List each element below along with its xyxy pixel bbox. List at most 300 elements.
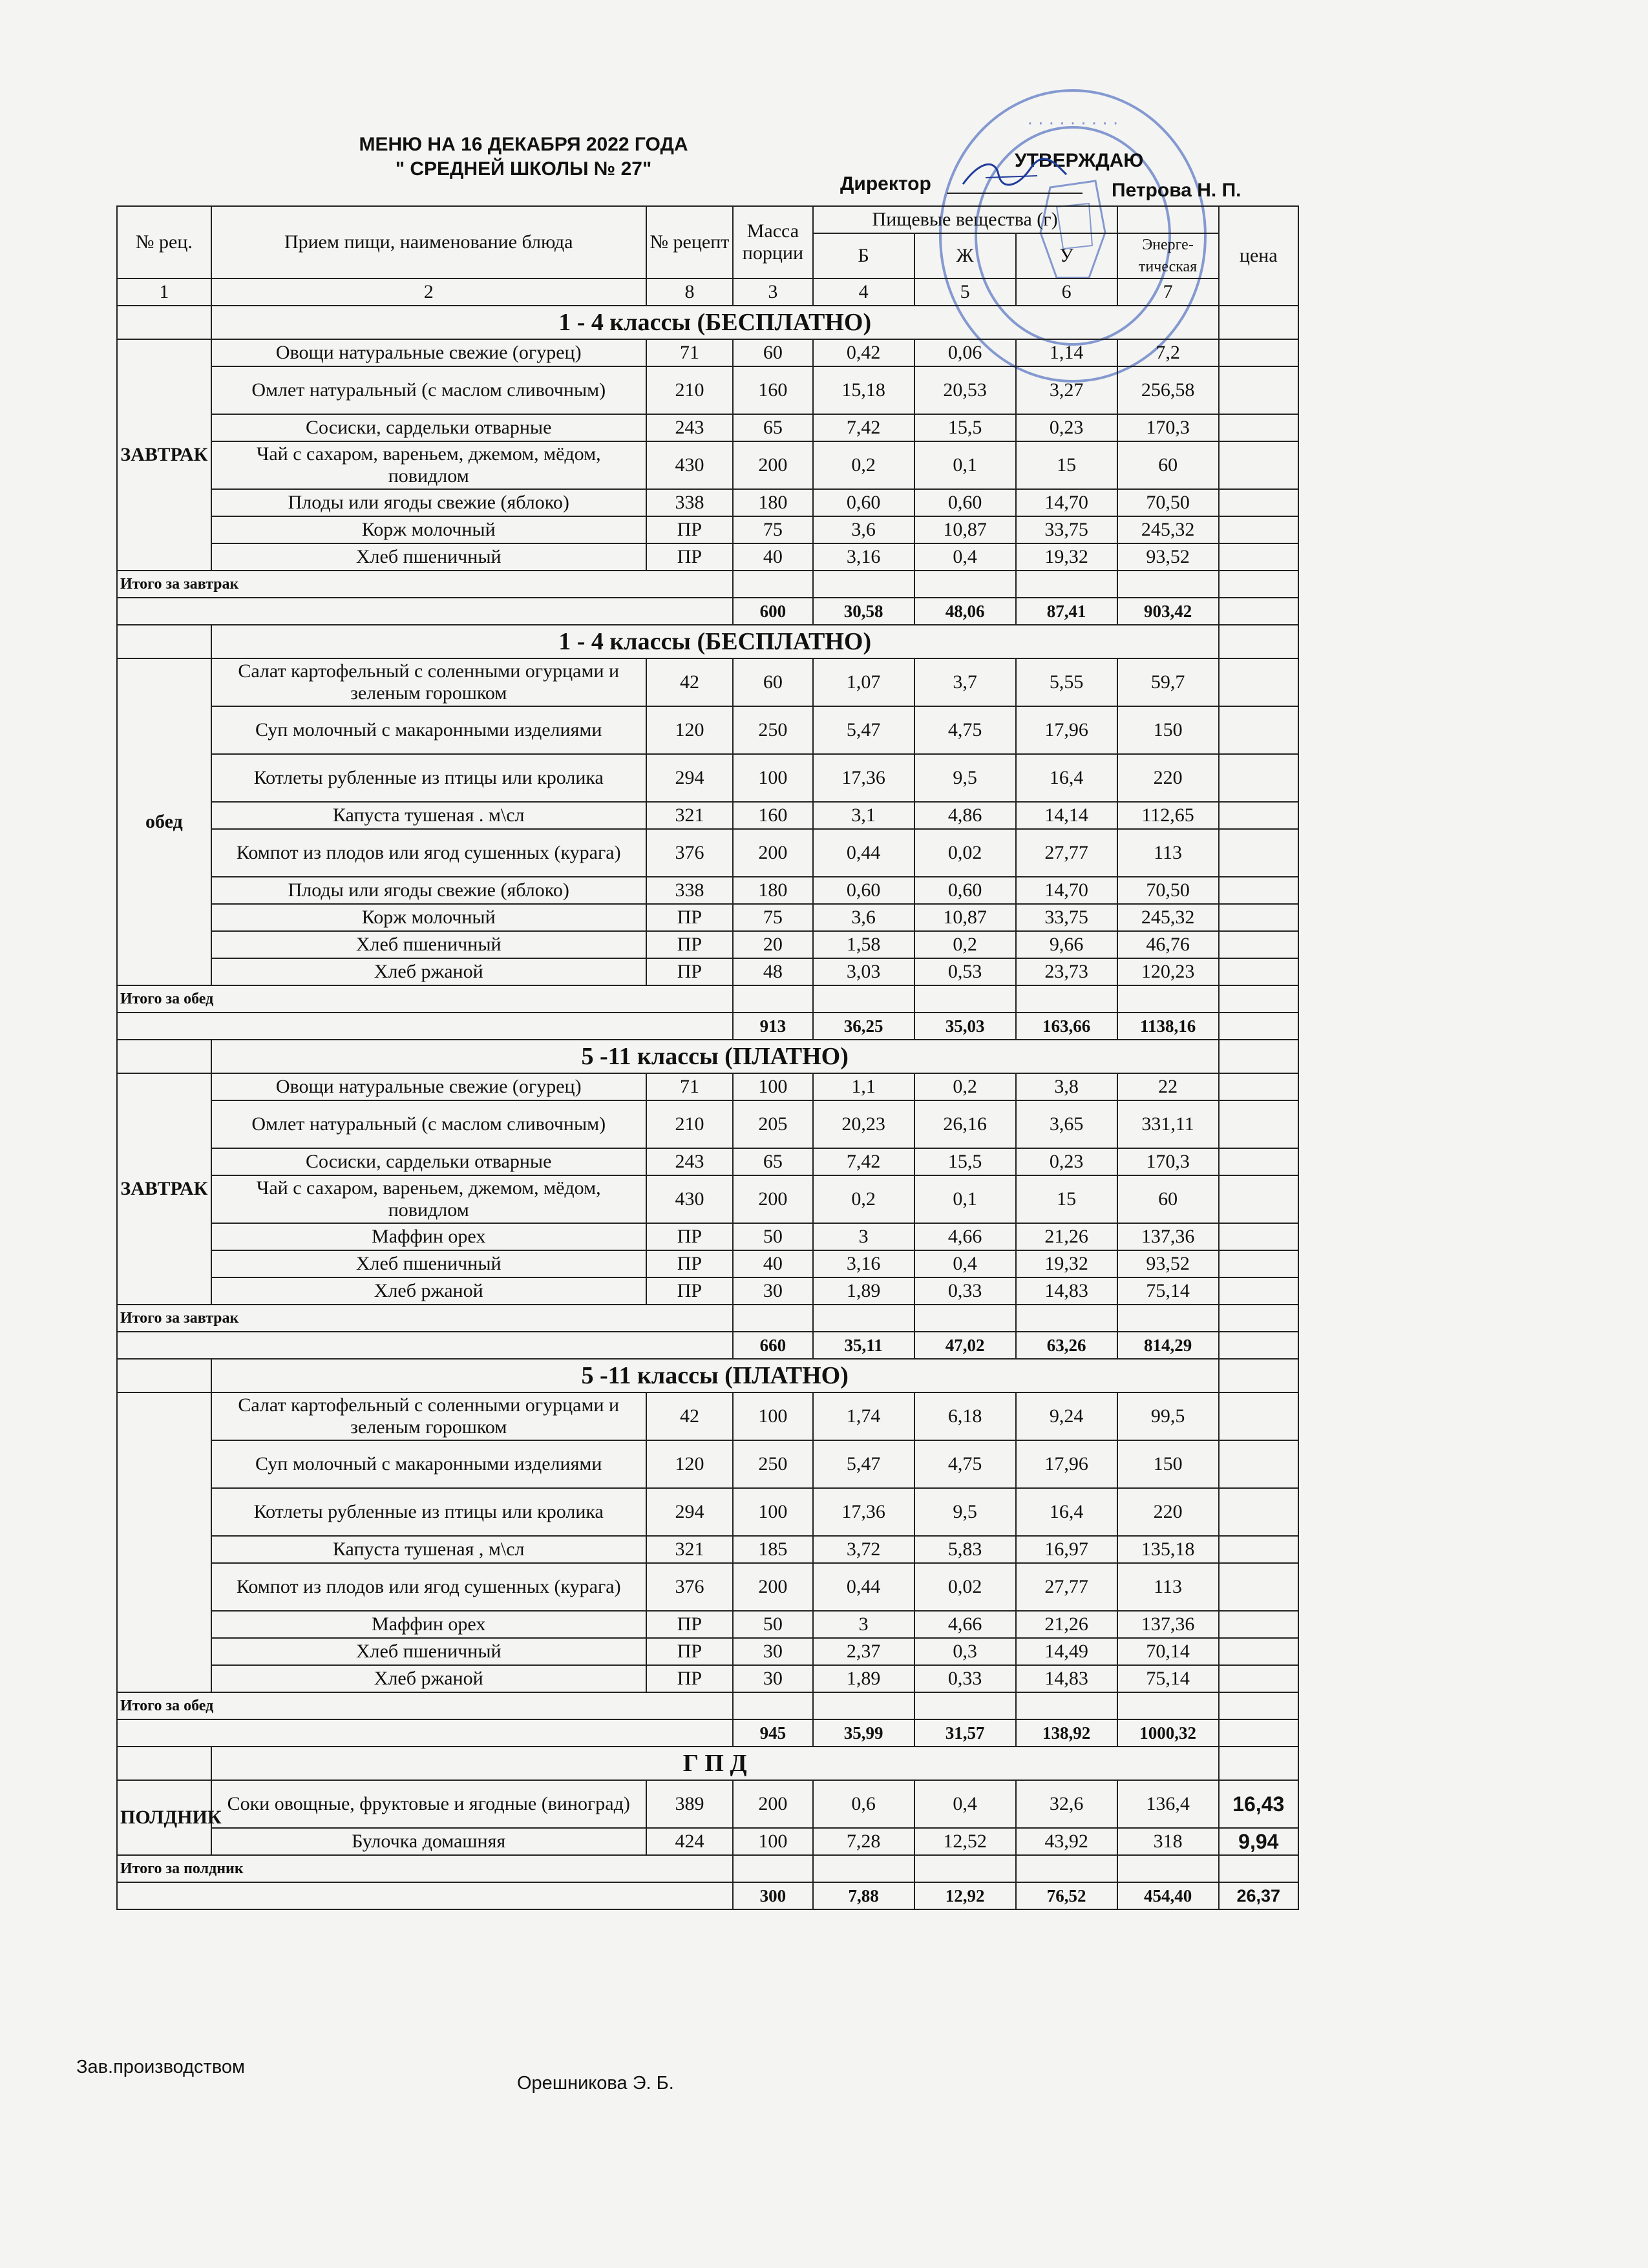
portion-mass: 75 bbox=[733, 516, 812, 543]
price-value: 16,43 bbox=[1219, 1780, 1298, 1828]
total-energy: 1000,32 bbox=[1117, 1719, 1219, 1747]
table-row bbox=[117, 958, 1298, 985]
col-index: 5 bbox=[914, 278, 1016, 306]
total-values-row bbox=[117, 1332, 1298, 1359]
empty-cell bbox=[733, 985, 812, 1013]
carb-value: 33,75 bbox=[1016, 516, 1117, 543]
portion-mass: 30 bbox=[733, 1665, 812, 1692]
dish-name: Плоды или ягоды свежие (яблоко) bbox=[211, 489, 646, 516]
table-row bbox=[117, 489, 1298, 516]
recipe-number: 338 bbox=[646, 489, 734, 516]
table-row bbox=[117, 1563, 1298, 1611]
fat-value: 0,60 bbox=[914, 489, 1016, 516]
price-cell bbox=[1219, 985, 1298, 1013]
table-row bbox=[117, 1223, 1298, 1250]
table-row bbox=[117, 1536, 1298, 1563]
table-row bbox=[117, 339, 1298, 366]
price-cell bbox=[1219, 1719, 1298, 1747]
carb-value: 14,70 bbox=[1016, 877, 1117, 904]
fat-value: 9,5 bbox=[914, 754, 1016, 802]
protein-value: 17,36 bbox=[813, 1488, 914, 1536]
recipe-number: ПР bbox=[646, 958, 734, 985]
empty-cell bbox=[813, 1305, 914, 1332]
total-fat: 31,57 bbox=[914, 1719, 1016, 1747]
recipe-number: 243 bbox=[646, 414, 734, 441]
total-mass: 300 bbox=[733, 1882, 812, 1909]
carb-value: 14,14 bbox=[1016, 802, 1117, 829]
price-cell bbox=[1219, 543, 1298, 571]
carb-value: 1,14 bbox=[1016, 339, 1117, 366]
price-cell bbox=[1219, 1175, 1298, 1223]
director-signature bbox=[960, 155, 1070, 194]
col-header-energy: Энерге-тическая bbox=[1117, 233, 1219, 278]
section-spacer bbox=[117, 1040, 211, 1073]
protein-value: 3,1 bbox=[813, 802, 914, 829]
director-label: Директор bbox=[840, 173, 931, 194]
dish-name: Компот из плодов или ягод сушенных (курага) bbox=[211, 1563, 646, 1611]
table-row bbox=[117, 1828, 1298, 1855]
carb-value: 9,66 bbox=[1016, 931, 1117, 958]
empty-cell bbox=[117, 1332, 733, 1359]
section-title: 5 -11 классы (ПЛАТНО) bbox=[211, 1040, 1219, 1073]
meal-label: ПОЛДНИК bbox=[117, 1780, 211, 1855]
empty-cell bbox=[117, 598, 733, 625]
energy-value: 137,36 bbox=[1117, 1611, 1219, 1638]
empty-cell bbox=[1016, 1692, 1117, 1719]
energy-value: 70,14 bbox=[1117, 1638, 1219, 1665]
section-spacer bbox=[117, 1359, 211, 1392]
carb-value: 43,92 bbox=[1016, 1828, 1117, 1855]
price-cell bbox=[1219, 489, 1298, 516]
empty-cell bbox=[914, 1855, 1016, 1882]
dish-name: Хлеб пшеничный bbox=[211, 1250, 646, 1277]
table-row bbox=[117, 877, 1298, 904]
empty-cell bbox=[914, 1692, 1016, 1719]
recipe-number: ПР bbox=[646, 931, 734, 958]
portion-mass: 160 bbox=[733, 802, 812, 829]
total-protein: 35,11 bbox=[813, 1332, 914, 1359]
protein-value: 1,74 bbox=[813, 1392, 914, 1440]
carb-value: 3,8 bbox=[1016, 1073, 1117, 1100]
energy-value: 170,3 bbox=[1117, 414, 1219, 441]
total-protein: 36,25 bbox=[813, 1013, 914, 1040]
energy-value: 99,5 bbox=[1117, 1392, 1219, 1440]
table-row bbox=[117, 1175, 1298, 1223]
portion-mass: 60 bbox=[733, 339, 812, 366]
recipe-number: 243 bbox=[646, 1148, 734, 1175]
total-label-row bbox=[117, 1305, 1298, 1332]
total-mass: 913 bbox=[733, 1013, 812, 1040]
col-index: 1 bbox=[117, 278, 211, 306]
fat-value: 0,4 bbox=[914, 1250, 1016, 1277]
section-spacer bbox=[117, 625, 211, 658]
energy-value: 137,36 bbox=[1117, 1223, 1219, 1250]
carb-value: 15 bbox=[1016, 441, 1117, 489]
fat-value: 10,87 bbox=[914, 516, 1016, 543]
empty-cell bbox=[117, 1719, 733, 1747]
empty-cell bbox=[733, 1855, 812, 1882]
portion-mass: 200 bbox=[733, 441, 812, 489]
col-index: 3 bbox=[733, 278, 812, 306]
table-row bbox=[117, 706, 1298, 754]
total-energy: 1138,16 bbox=[1117, 1013, 1219, 1040]
recipe-number: 389 bbox=[646, 1780, 734, 1828]
total-carb: 138,92 bbox=[1016, 1719, 1117, 1747]
col-header-price: цена bbox=[1219, 206, 1298, 306]
meal-label: ЗАВТРАК bbox=[117, 339, 211, 571]
empty-cell bbox=[813, 985, 914, 1013]
portion-mass: 40 bbox=[733, 543, 812, 571]
fat-value: 20,53 bbox=[914, 366, 1016, 414]
protein-value: 0,42 bbox=[813, 339, 914, 366]
price-cell bbox=[1219, 1250, 1298, 1277]
dish-name: Салат картофельный с соленными огурцами и зеленым горошком bbox=[211, 1392, 646, 1440]
dish-name: Компот из плодов или ягод сушенных (курага) bbox=[211, 829, 646, 877]
energy-value: 46,76 bbox=[1117, 931, 1219, 958]
price-cell bbox=[1219, 829, 1298, 877]
table-row bbox=[117, 1611, 1298, 1638]
col-header-nutrients: Пищевые вещества (г) bbox=[813, 206, 1117, 233]
portion-mass: 30 bbox=[733, 1638, 812, 1665]
fat-value: 4,75 bbox=[914, 1440, 1016, 1488]
col-index: 8 bbox=[646, 278, 734, 306]
meal-label: обед bbox=[117, 658, 211, 985]
price-cell bbox=[1219, 1440, 1298, 1488]
dish-name: Хлеб пшеничный bbox=[211, 543, 646, 571]
fat-value: 10,87 bbox=[914, 904, 1016, 931]
table-row bbox=[117, 802, 1298, 829]
price-cell bbox=[1219, 1638, 1298, 1665]
carb-value: 19,32 bbox=[1016, 543, 1117, 571]
recipe-number: 71 bbox=[646, 339, 734, 366]
total-energy: 454,40 bbox=[1117, 1882, 1219, 1909]
table-row bbox=[117, 366, 1298, 414]
protein-value: 5,47 bbox=[813, 1440, 914, 1488]
recipe-number: ПР bbox=[646, 543, 734, 571]
total-values-row bbox=[117, 1882, 1298, 1909]
protein-value: 0,60 bbox=[813, 489, 914, 516]
fat-value: 15,5 bbox=[914, 414, 1016, 441]
total-label: Итого за полдник bbox=[117, 1855, 733, 1882]
fat-value: 0,33 bbox=[914, 1277, 1016, 1305]
table-row bbox=[117, 1780, 1298, 1828]
price-cell bbox=[1219, 1665, 1298, 1692]
meal-label: ЗАВТРАК bbox=[117, 1073, 211, 1305]
total-label: Итого за обед bbox=[117, 1692, 733, 1719]
portion-mass: 200 bbox=[733, 1175, 812, 1223]
energy-value: 93,52 bbox=[1117, 1250, 1219, 1277]
protein-value: 0,60 bbox=[813, 877, 914, 904]
price-cell bbox=[1219, 1040, 1298, 1073]
recipe-number: ПР bbox=[646, 1250, 734, 1277]
carb-value: 23,73 bbox=[1016, 958, 1117, 985]
portion-mass: 100 bbox=[733, 754, 812, 802]
protein-value: 1,58 bbox=[813, 931, 914, 958]
protein-value: 0,44 bbox=[813, 1563, 914, 1611]
dish-name: Капуста тушеная . м\сл bbox=[211, 802, 646, 829]
portion-mass: 100 bbox=[733, 1392, 812, 1440]
recipe-number: 294 bbox=[646, 1488, 734, 1536]
recipe-number: 42 bbox=[646, 1392, 734, 1440]
col-header-u: У bbox=[1016, 233, 1117, 278]
energy-value: 113 bbox=[1117, 1563, 1219, 1611]
table-row bbox=[117, 1073, 1298, 1100]
price-cell bbox=[1219, 706, 1298, 754]
fat-value: 4,66 bbox=[914, 1223, 1016, 1250]
total-values-row bbox=[117, 598, 1298, 625]
protein-value: 7,28 bbox=[813, 1828, 914, 1855]
total-fat: 47,02 bbox=[914, 1332, 1016, 1359]
empty-cell bbox=[914, 571, 1016, 598]
portion-mass: 50 bbox=[733, 1223, 812, 1250]
table-row bbox=[117, 414, 1298, 441]
table-row bbox=[117, 1665, 1298, 1692]
portion-mass: 65 bbox=[733, 414, 812, 441]
protein-value: 15,18 bbox=[813, 366, 914, 414]
recipe-number: 376 bbox=[646, 1563, 734, 1611]
col-header-zh: Ж bbox=[914, 233, 1016, 278]
carb-value: 17,96 bbox=[1016, 706, 1117, 754]
carb-value: 14,49 bbox=[1016, 1638, 1117, 1665]
table-row bbox=[117, 516, 1298, 543]
total-protein: 7,88 bbox=[813, 1882, 914, 1909]
footer-signer-name: Орешникова Э. Б. bbox=[517, 2073, 674, 2094]
total-protein: 35,99 bbox=[813, 1719, 914, 1747]
protein-value: 0,44 bbox=[813, 829, 914, 877]
portion-mass: 65 bbox=[733, 1148, 812, 1175]
col-header-num: № рец. bbox=[117, 206, 211, 278]
carb-value: 3,27 bbox=[1016, 366, 1117, 414]
dish-name: Хлеб пшеничный bbox=[211, 931, 646, 958]
total-label-row bbox=[117, 985, 1298, 1013]
price-cell bbox=[1219, 1563, 1298, 1611]
menu-table bbox=[116, 205, 1299, 1910]
approve-label: УТВЕРЖДАЮ bbox=[1015, 150, 1144, 171]
price-cell bbox=[1219, 1359, 1298, 1392]
energy-value: 75,14 bbox=[1117, 1277, 1219, 1305]
energy-value: 170,3 bbox=[1117, 1148, 1219, 1175]
meal-label bbox=[117, 1392, 211, 1692]
portion-mass: 30 bbox=[733, 1277, 812, 1305]
recipe-number: ПР bbox=[646, 1223, 734, 1250]
protein-value: 3,16 bbox=[813, 1250, 914, 1277]
col-header-name: Прием пищи, наименование блюда bbox=[211, 206, 646, 278]
recipe-number: 338 bbox=[646, 877, 734, 904]
total-fat: 35,03 bbox=[914, 1013, 1016, 1040]
col-index: 2 bbox=[211, 278, 646, 306]
portion-mass: 160 bbox=[733, 366, 812, 414]
dish-name: Сосиски, сардельки отварные bbox=[211, 414, 646, 441]
protein-value: 0,2 bbox=[813, 1175, 914, 1223]
total-carb: 163,66 bbox=[1016, 1013, 1117, 1040]
empty-cell bbox=[813, 1692, 914, 1719]
protein-value: 2,37 bbox=[813, 1638, 914, 1665]
portion-mass: 200 bbox=[733, 829, 812, 877]
section-row bbox=[117, 625, 1298, 658]
price-cell bbox=[1219, 1611, 1298, 1638]
portion-mass: 205 bbox=[733, 1100, 812, 1148]
svg-text:· · · · · · · · ·: · · · · · · · · · bbox=[1027, 114, 1119, 134]
carb-value: 9,24 bbox=[1016, 1392, 1117, 1440]
total-mass: 945 bbox=[733, 1719, 812, 1747]
protein-value: 1,89 bbox=[813, 1665, 914, 1692]
empty-cell bbox=[1117, 1305, 1219, 1332]
total-protein: 30,58 bbox=[813, 598, 914, 625]
table-row bbox=[117, 543, 1298, 571]
carb-value: 5,55 bbox=[1016, 658, 1117, 706]
fat-value: 0,53 bbox=[914, 958, 1016, 985]
dish-name: Овощи натуральные свежие (огурец) bbox=[211, 1073, 646, 1100]
dish-name: Омлет натуральный (с маслом сливочным) bbox=[211, 1100, 646, 1148]
protein-value: 17,36 bbox=[813, 754, 914, 802]
price-cell bbox=[1219, 598, 1298, 625]
energy-value: 256,58 bbox=[1117, 366, 1219, 414]
price-cell bbox=[1219, 306, 1298, 339]
footer-production-head: Зав.производством bbox=[76, 2057, 245, 2077]
total-carb: 87,41 bbox=[1016, 598, 1117, 625]
table-row bbox=[117, 754, 1298, 802]
carb-value: 32,6 bbox=[1016, 1780, 1117, 1828]
energy-value: 112,65 bbox=[1117, 802, 1219, 829]
table-row bbox=[117, 441, 1298, 489]
recipe-number: ПР bbox=[646, 1638, 734, 1665]
total-values-row bbox=[117, 1719, 1298, 1747]
price-cell bbox=[1219, 1488, 1298, 1536]
total-carb: 76,52 bbox=[1016, 1882, 1117, 1909]
price-cell bbox=[1219, 958, 1298, 985]
section-spacer bbox=[117, 306, 211, 339]
dish-name: Соки овощные, фруктовые и ягодные (виноград) bbox=[211, 1780, 646, 1828]
section-title: 5 -11 классы (ПЛАТНО) bbox=[211, 1359, 1219, 1392]
fat-value: 15,5 bbox=[914, 1148, 1016, 1175]
recipe-number: ПР bbox=[646, 904, 734, 931]
fat-value: 0,02 bbox=[914, 1563, 1016, 1611]
protein-value: 20,23 bbox=[813, 1100, 914, 1148]
empty-cell bbox=[914, 1305, 1016, 1332]
recipe-number: 120 bbox=[646, 1440, 734, 1488]
portion-mass: 200 bbox=[733, 1563, 812, 1611]
price-cell bbox=[1219, 571, 1298, 598]
energy-value: 75,14 bbox=[1117, 1665, 1219, 1692]
carb-value: 0,23 bbox=[1016, 414, 1117, 441]
empty-cell bbox=[1117, 985, 1219, 1013]
section-spacer bbox=[117, 1747, 211, 1780]
price-cell bbox=[1219, 1747, 1298, 1780]
protein-value: 3,6 bbox=[813, 904, 914, 931]
total-mass: 600 bbox=[733, 598, 812, 625]
price-cell bbox=[1219, 1223, 1298, 1250]
portion-mass: 50 bbox=[733, 1611, 812, 1638]
protein-value: 7,42 bbox=[813, 1148, 914, 1175]
fat-value: 5,83 bbox=[914, 1536, 1016, 1563]
fat-value: 0,4 bbox=[914, 543, 1016, 571]
empty-cell bbox=[1117, 1855, 1219, 1882]
protein-value: 0,6 bbox=[813, 1780, 914, 1828]
empty-cell bbox=[117, 1882, 733, 1909]
price-cell bbox=[1219, 904, 1298, 931]
portion-mass: 100 bbox=[733, 1828, 812, 1855]
dish-name: Булочка домашняя bbox=[211, 1828, 646, 1855]
total-energy: 814,29 bbox=[1117, 1332, 1219, 1359]
energy-value: 70,50 bbox=[1117, 489, 1219, 516]
table-row bbox=[117, 1250, 1298, 1277]
dish-name: Котлеты рубленные из птицы или кролика bbox=[211, 754, 646, 802]
dish-name: Хлеб ржаной bbox=[211, 1665, 646, 1692]
energy-value: 93,52 bbox=[1117, 543, 1219, 571]
dish-name: Корж молочный bbox=[211, 904, 646, 931]
empty-cell bbox=[813, 1855, 914, 1882]
fat-value: 0,2 bbox=[914, 931, 1016, 958]
fat-value: 0,2 bbox=[914, 1073, 1016, 1100]
section-row bbox=[117, 1359, 1298, 1392]
table-row bbox=[117, 1277, 1298, 1305]
carb-value: 21,26 bbox=[1016, 1611, 1117, 1638]
section-title: 1 - 4 классы (БЕСПЛАТНО) bbox=[211, 625, 1219, 658]
energy-value: 7,2 bbox=[1117, 339, 1219, 366]
section-row bbox=[117, 1747, 1298, 1780]
empty-cell bbox=[1016, 571, 1117, 598]
total-label-row bbox=[117, 571, 1298, 598]
price-cell bbox=[1219, 1277, 1298, 1305]
col-header-recipe: № рецепт bbox=[646, 206, 734, 278]
price-cell bbox=[1219, 931, 1298, 958]
carb-value: 17,96 bbox=[1016, 1440, 1117, 1488]
recipe-number: 120 bbox=[646, 706, 734, 754]
carb-value: 15 bbox=[1016, 1175, 1117, 1223]
fat-value: 3,7 bbox=[914, 658, 1016, 706]
total-price: 26,37 bbox=[1219, 1882, 1298, 1909]
empty-cell bbox=[914, 985, 1016, 1013]
protein-value: 1,07 bbox=[813, 658, 914, 706]
energy-value: 120,23 bbox=[1117, 958, 1219, 985]
price-cell bbox=[1219, 1148, 1298, 1175]
fat-value: 0,1 bbox=[914, 441, 1016, 489]
recipe-number: 321 bbox=[646, 1536, 734, 1563]
recipe-number: 424 bbox=[646, 1828, 734, 1855]
portion-mass: 185 bbox=[733, 1536, 812, 1563]
total-fat: 12,92 bbox=[914, 1882, 1016, 1909]
carb-value: 16,97 bbox=[1016, 1536, 1117, 1563]
price-cell bbox=[1219, 1013, 1298, 1040]
dish-name: Сосиски, сардельки отварные bbox=[211, 1148, 646, 1175]
energy-value: 245,32 bbox=[1117, 516, 1219, 543]
total-fat: 48,06 bbox=[914, 598, 1016, 625]
carb-value: 33,75 bbox=[1016, 904, 1117, 931]
header-index-row bbox=[117, 278, 1298, 306]
carb-value: 16,4 bbox=[1016, 754, 1117, 802]
carb-value: 27,77 bbox=[1016, 829, 1117, 877]
portion-mass: 180 bbox=[733, 877, 812, 904]
dish-name: Маффин орех bbox=[211, 1611, 646, 1638]
fat-value: 4,86 bbox=[914, 802, 1016, 829]
protein-value: 1,1 bbox=[813, 1073, 914, 1100]
protein-value: 0,2 bbox=[813, 441, 914, 489]
price-cell bbox=[1219, 366, 1298, 414]
total-values-row bbox=[117, 1013, 1298, 1040]
protein-value: 3,6 bbox=[813, 516, 914, 543]
carb-value: 21,26 bbox=[1016, 1223, 1117, 1250]
table-row bbox=[117, 1148, 1298, 1175]
price-cell bbox=[1219, 1692, 1298, 1719]
total-label: Итого за завтрак bbox=[117, 571, 733, 598]
protein-value: 3 bbox=[813, 1223, 914, 1250]
total-label-row bbox=[117, 1692, 1298, 1719]
price-cell bbox=[1219, 802, 1298, 829]
carb-value: 16,4 bbox=[1016, 1488, 1117, 1536]
table-row bbox=[117, 1638, 1298, 1665]
fat-value: 0,33 bbox=[914, 1665, 1016, 1692]
fat-value: 0,60 bbox=[914, 877, 1016, 904]
